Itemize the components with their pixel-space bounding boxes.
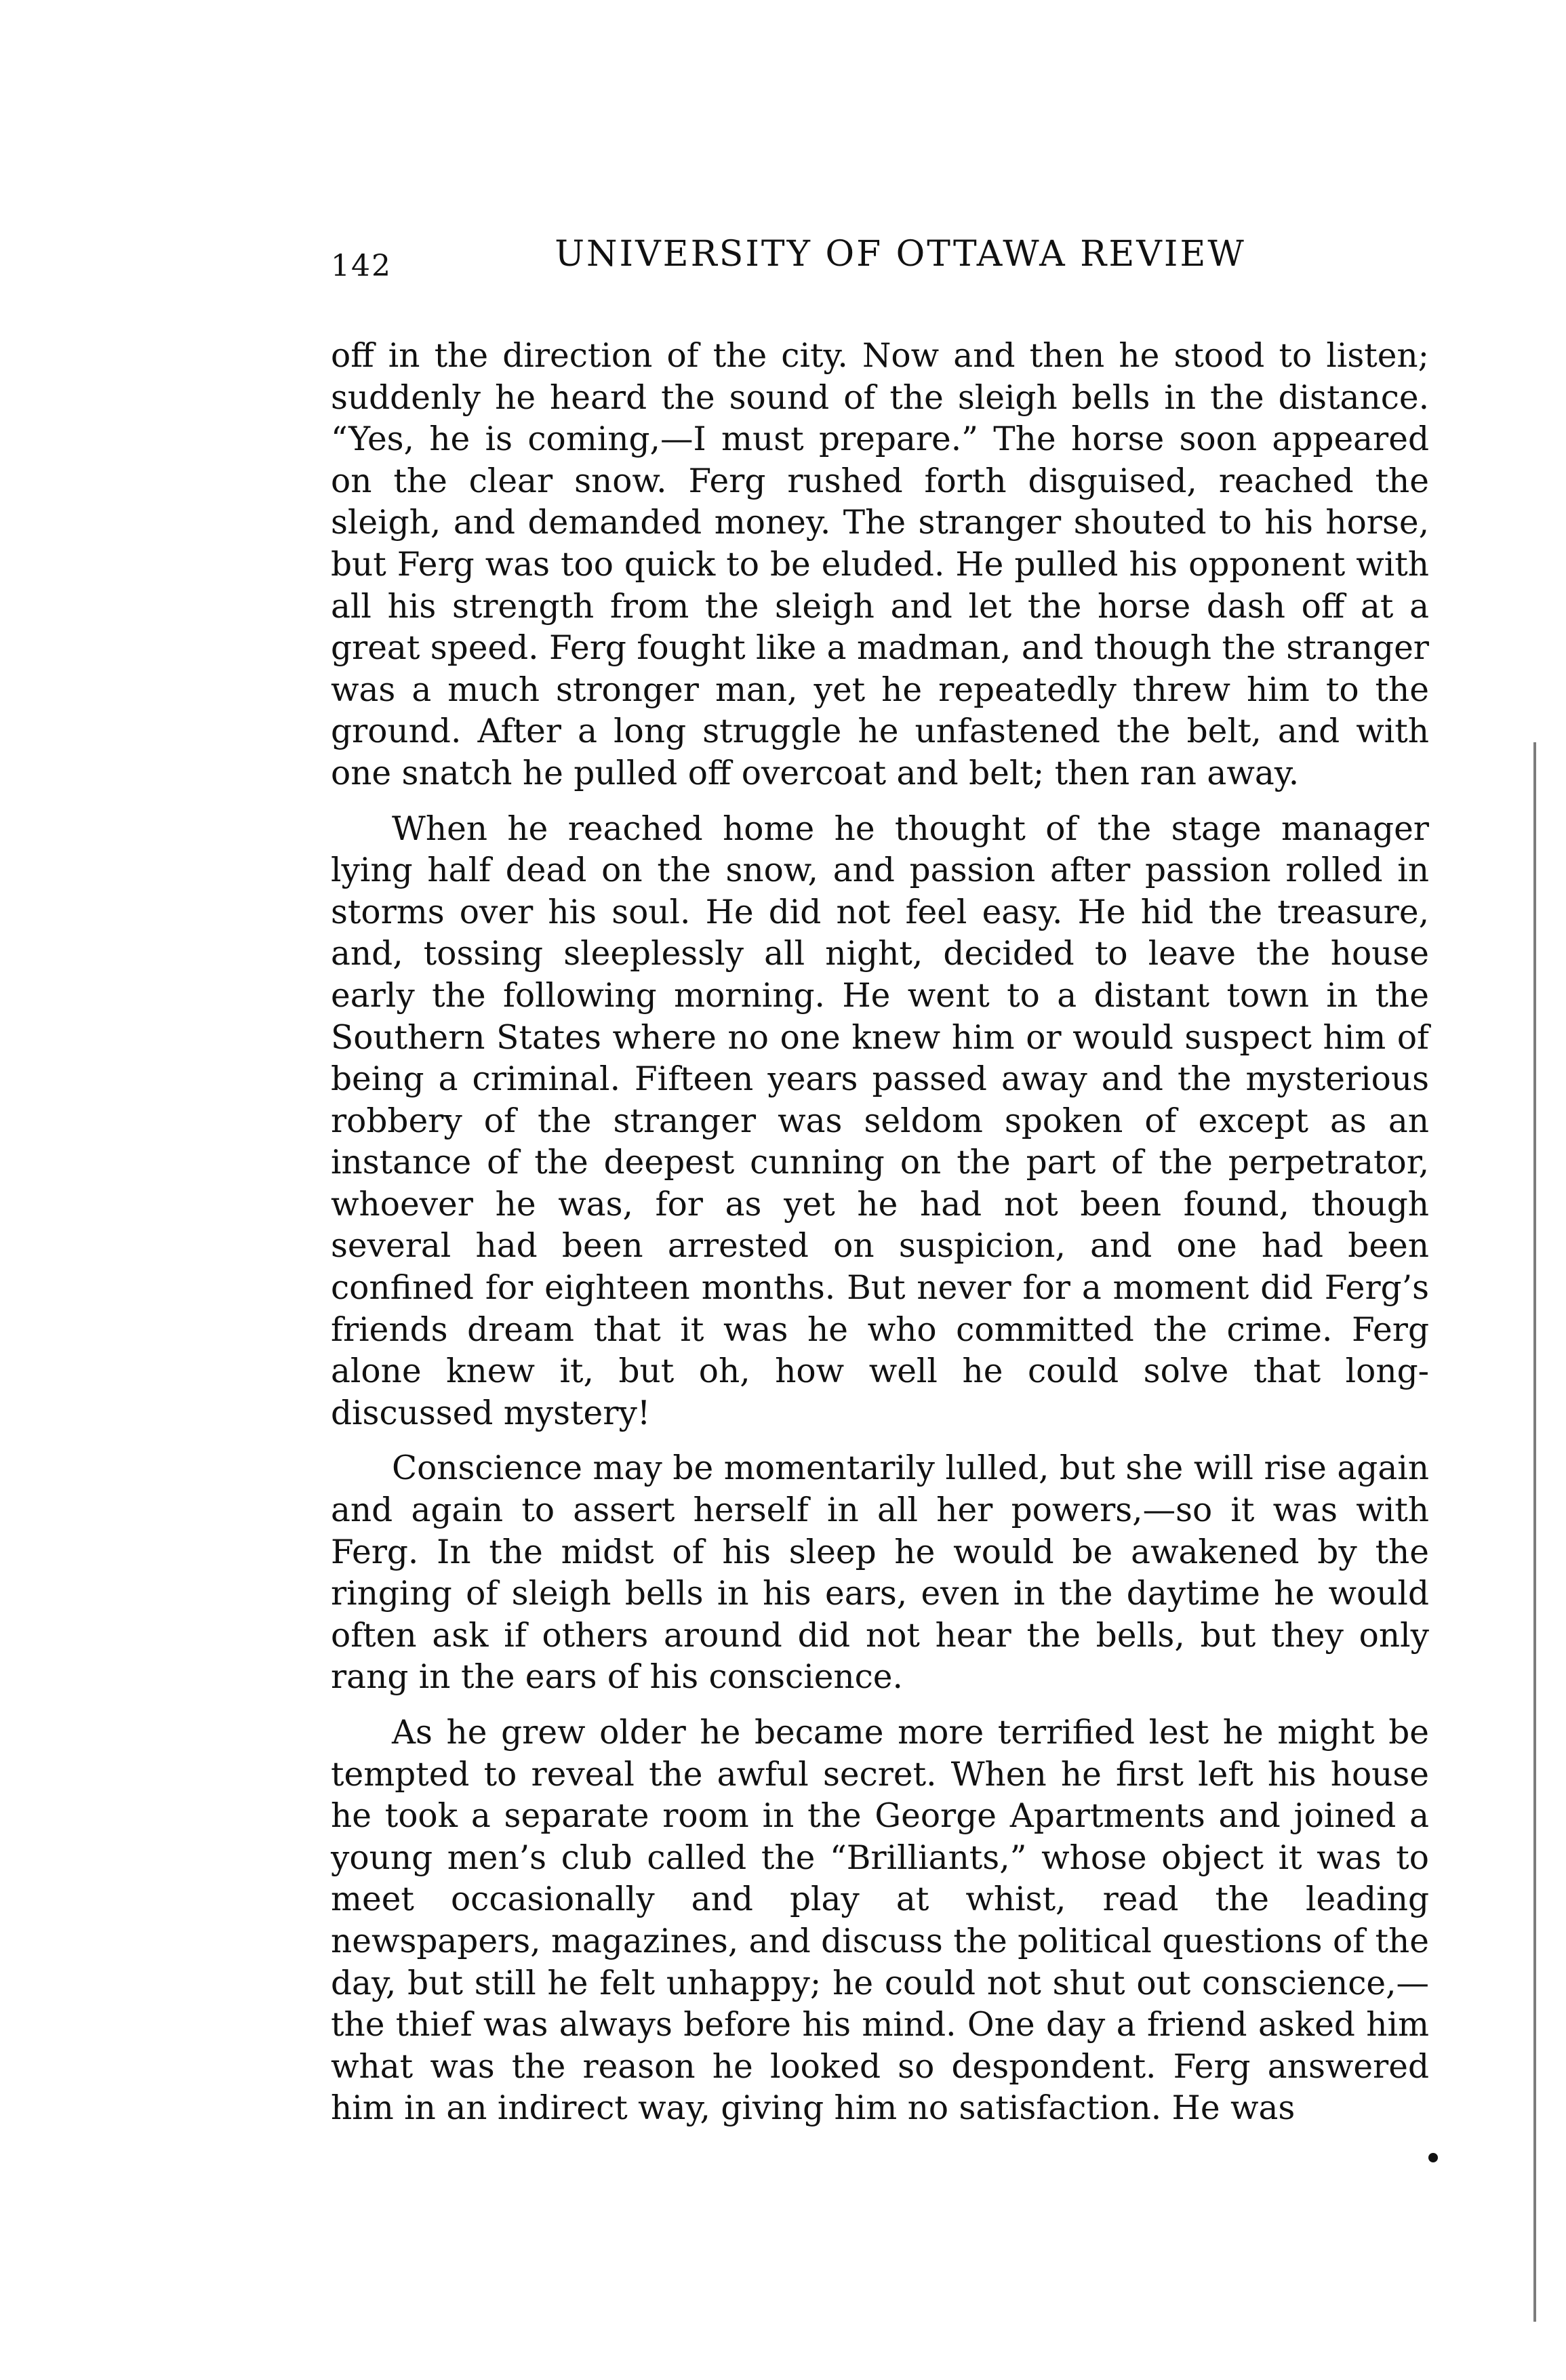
page-mark-dot: [1428, 2153, 1438, 2162]
page-edge-line: [1533, 742, 1536, 2322]
paragraph: Conscience may be momentarily lulled, but she will rise again and again to assert herself in all her powers,—so it was with Ferg. In the midst of his sleep he would be awakened by the ringing of sleigh bells in his ears, even in the daytime he would often ask if others around did not hear the bells, but they only rang in the ears of his conscience.: [331, 1449, 1429, 1697]
paragraph: As he grew older he became more terrified lest he might be tempted to reveal the awful secret. When he first left his house he took a separate room in the George Apartments and joined a young men’s club called the “Brilliants,” whose object it was to meet occasionally and play at whist, read the leading newspapers, magazines, and discuss the political questions of the day, but still he felt unhappy; he could not shut out conscience,—the thief was always before his mind. One day a friend asked him what was the reason he looked so despondent. Ferg answered him in an indirect way, giving him no satisfaction. He was: [331, 1714, 1429, 2128]
paragraph: off in the direction of the city. Now and then he stood to listen; suddenly he heard the sound of the sleigh bells in the distance. “Yes, he is coming,—I must prepare.” The horse soon appeared on the clear snow. Ferg rushed forth disguised, reached the sleigh, and demanded money. The stranger shouted to his horse, but Ferg was too quick to be eluded. He pulled his opponent with all his strength from the sleigh and let the horse dash off at a great speed. Ferg fought like a madman, and though the stranger was a much stronger man, yet he repeatedly threw him to the ground. After a long struggle he unfastened the belt, and with one snatch he pulled off overcoat and belt; then ran away.: [331, 337, 1429, 792]
paragraph: When he reached home he thought of the stage manager lying half dead on the snow, and passion after passion rolled in storms over his soul. He did not feel easy. He hid the treasure, and, tossing sleeplessly all night, decided to leave the house early the following morning. He went to a distant town in the Southern States where no one knew him or would suspect him of being a criminal. Fifteen years passed away and the mysterious robbery of the stranger was seldom spoken of except as an instance of the deepest cunning on the part of the perpetrator, whoever he was, for as yet he had not been found, though several had been arrested on suspicion, and one had been confined for eighteen months. But never for a moment did Ferg’s friends dream that it was he who committed the crime. Ferg alone knew it, but oh, how well he could solve that long-discussed mystery!: [331, 809, 1429, 1432]
journal-title: UNIVERSITY OF OTTAWA REVIEW: [555, 234, 1246, 275]
page-number: 142: [331, 249, 392, 283]
body-text: [331, 336, 1429, 2143]
running-head: [331, 234, 1429, 288]
